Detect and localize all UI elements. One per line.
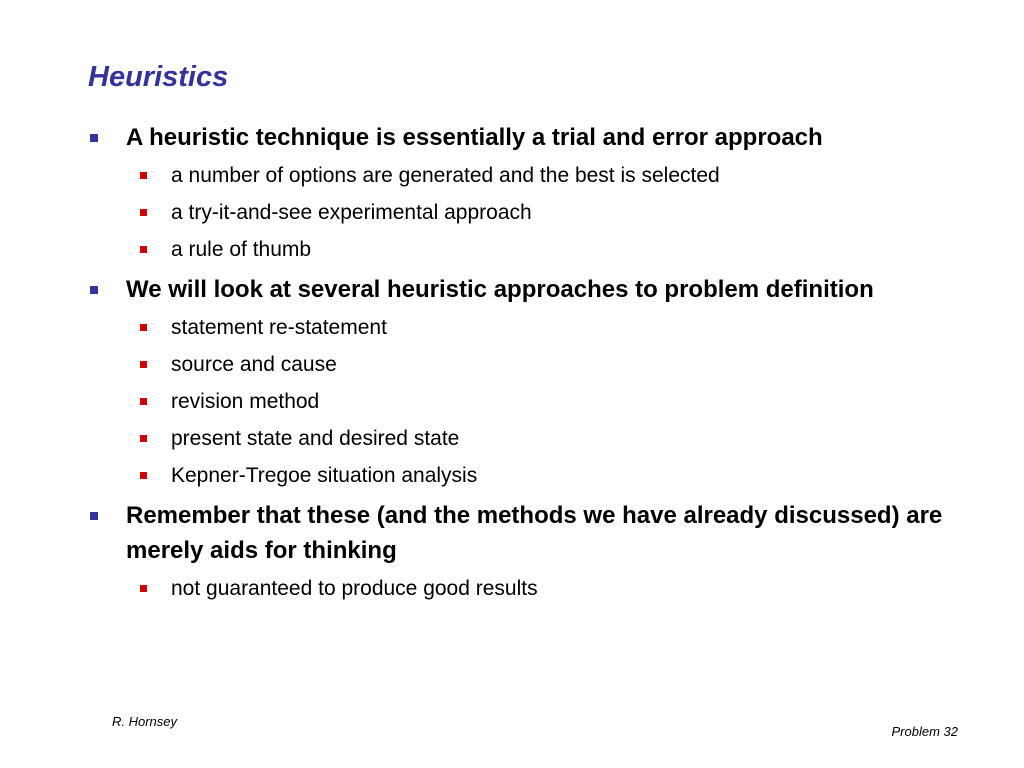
square-bullet-icon <box>140 172 147 179</box>
sub-bullet-text: present state and desired state <box>171 427 460 450</box>
square-bullet-icon <box>90 134 98 142</box>
sub-bullet-list <box>126 157 970 268</box>
sub-bullet-text: a try-it-and-see experimental approach <box>171 201 532 224</box>
sub-bullet-item <box>126 194 970 231</box>
square-bullet-icon <box>140 209 147 216</box>
bullet-text: We will look at several heuristic approaches to problem definition <box>126 276 874 303</box>
square-bullet-icon <box>140 361 147 368</box>
square-bullet-icon <box>140 324 147 331</box>
square-bullet-icon <box>90 286 98 294</box>
bullet-list <box>90 116 970 607</box>
sub-bullet-text: revision method <box>171 390 320 413</box>
bullet-text: A heuristic technique is essentially a trial and error approach <box>126 124 823 151</box>
sub-bullet-text: source and cause <box>171 353 337 376</box>
sub-bullet-item <box>126 420 970 457</box>
sub-bullet-item <box>126 570 970 607</box>
bullet-item <box>90 120 970 268</box>
sub-bullet-list <box>126 309 970 494</box>
sub-bullet-item <box>126 346 970 383</box>
square-bullet-icon <box>140 472 147 479</box>
sub-bullet-item <box>126 457 970 494</box>
sub-bullet-text: not guaranteed to produce good results <box>171 577 538 600</box>
sub-bullet-text: Kepner-Tregoe situation analysis <box>171 464 478 487</box>
sub-bullet-text: a rule of thumb <box>171 238 312 261</box>
square-bullet-icon <box>90 512 98 520</box>
sub-bullet-list <box>126 570 970 607</box>
footer-author: R. Hornsey <box>112 714 178 729</box>
slide-title: Heuristics <box>88 61 229 93</box>
sub-bullet-item <box>126 383 970 420</box>
bullet-item <box>90 498 970 607</box>
sub-bullet-text: statement re-statement <box>171 316 387 339</box>
square-bullet-icon <box>140 435 147 442</box>
square-bullet-icon <box>140 246 147 253</box>
square-bullet-icon <box>140 585 147 592</box>
bullet-text: Remember that these (and the methods we have already discussed) are merely aids for thinking <box>126 502 943 564</box>
sub-bullet-item <box>126 231 970 268</box>
sub-bullet-item <box>126 309 970 346</box>
square-bullet-icon <box>140 398 147 405</box>
sub-bullet-item <box>126 157 970 194</box>
bullet-item <box>90 272 970 494</box>
footer-page-label: Problem 32 <box>891 724 958 739</box>
sub-bullet-text: a number of options are generated and the best is selected <box>171 164 720 187</box>
